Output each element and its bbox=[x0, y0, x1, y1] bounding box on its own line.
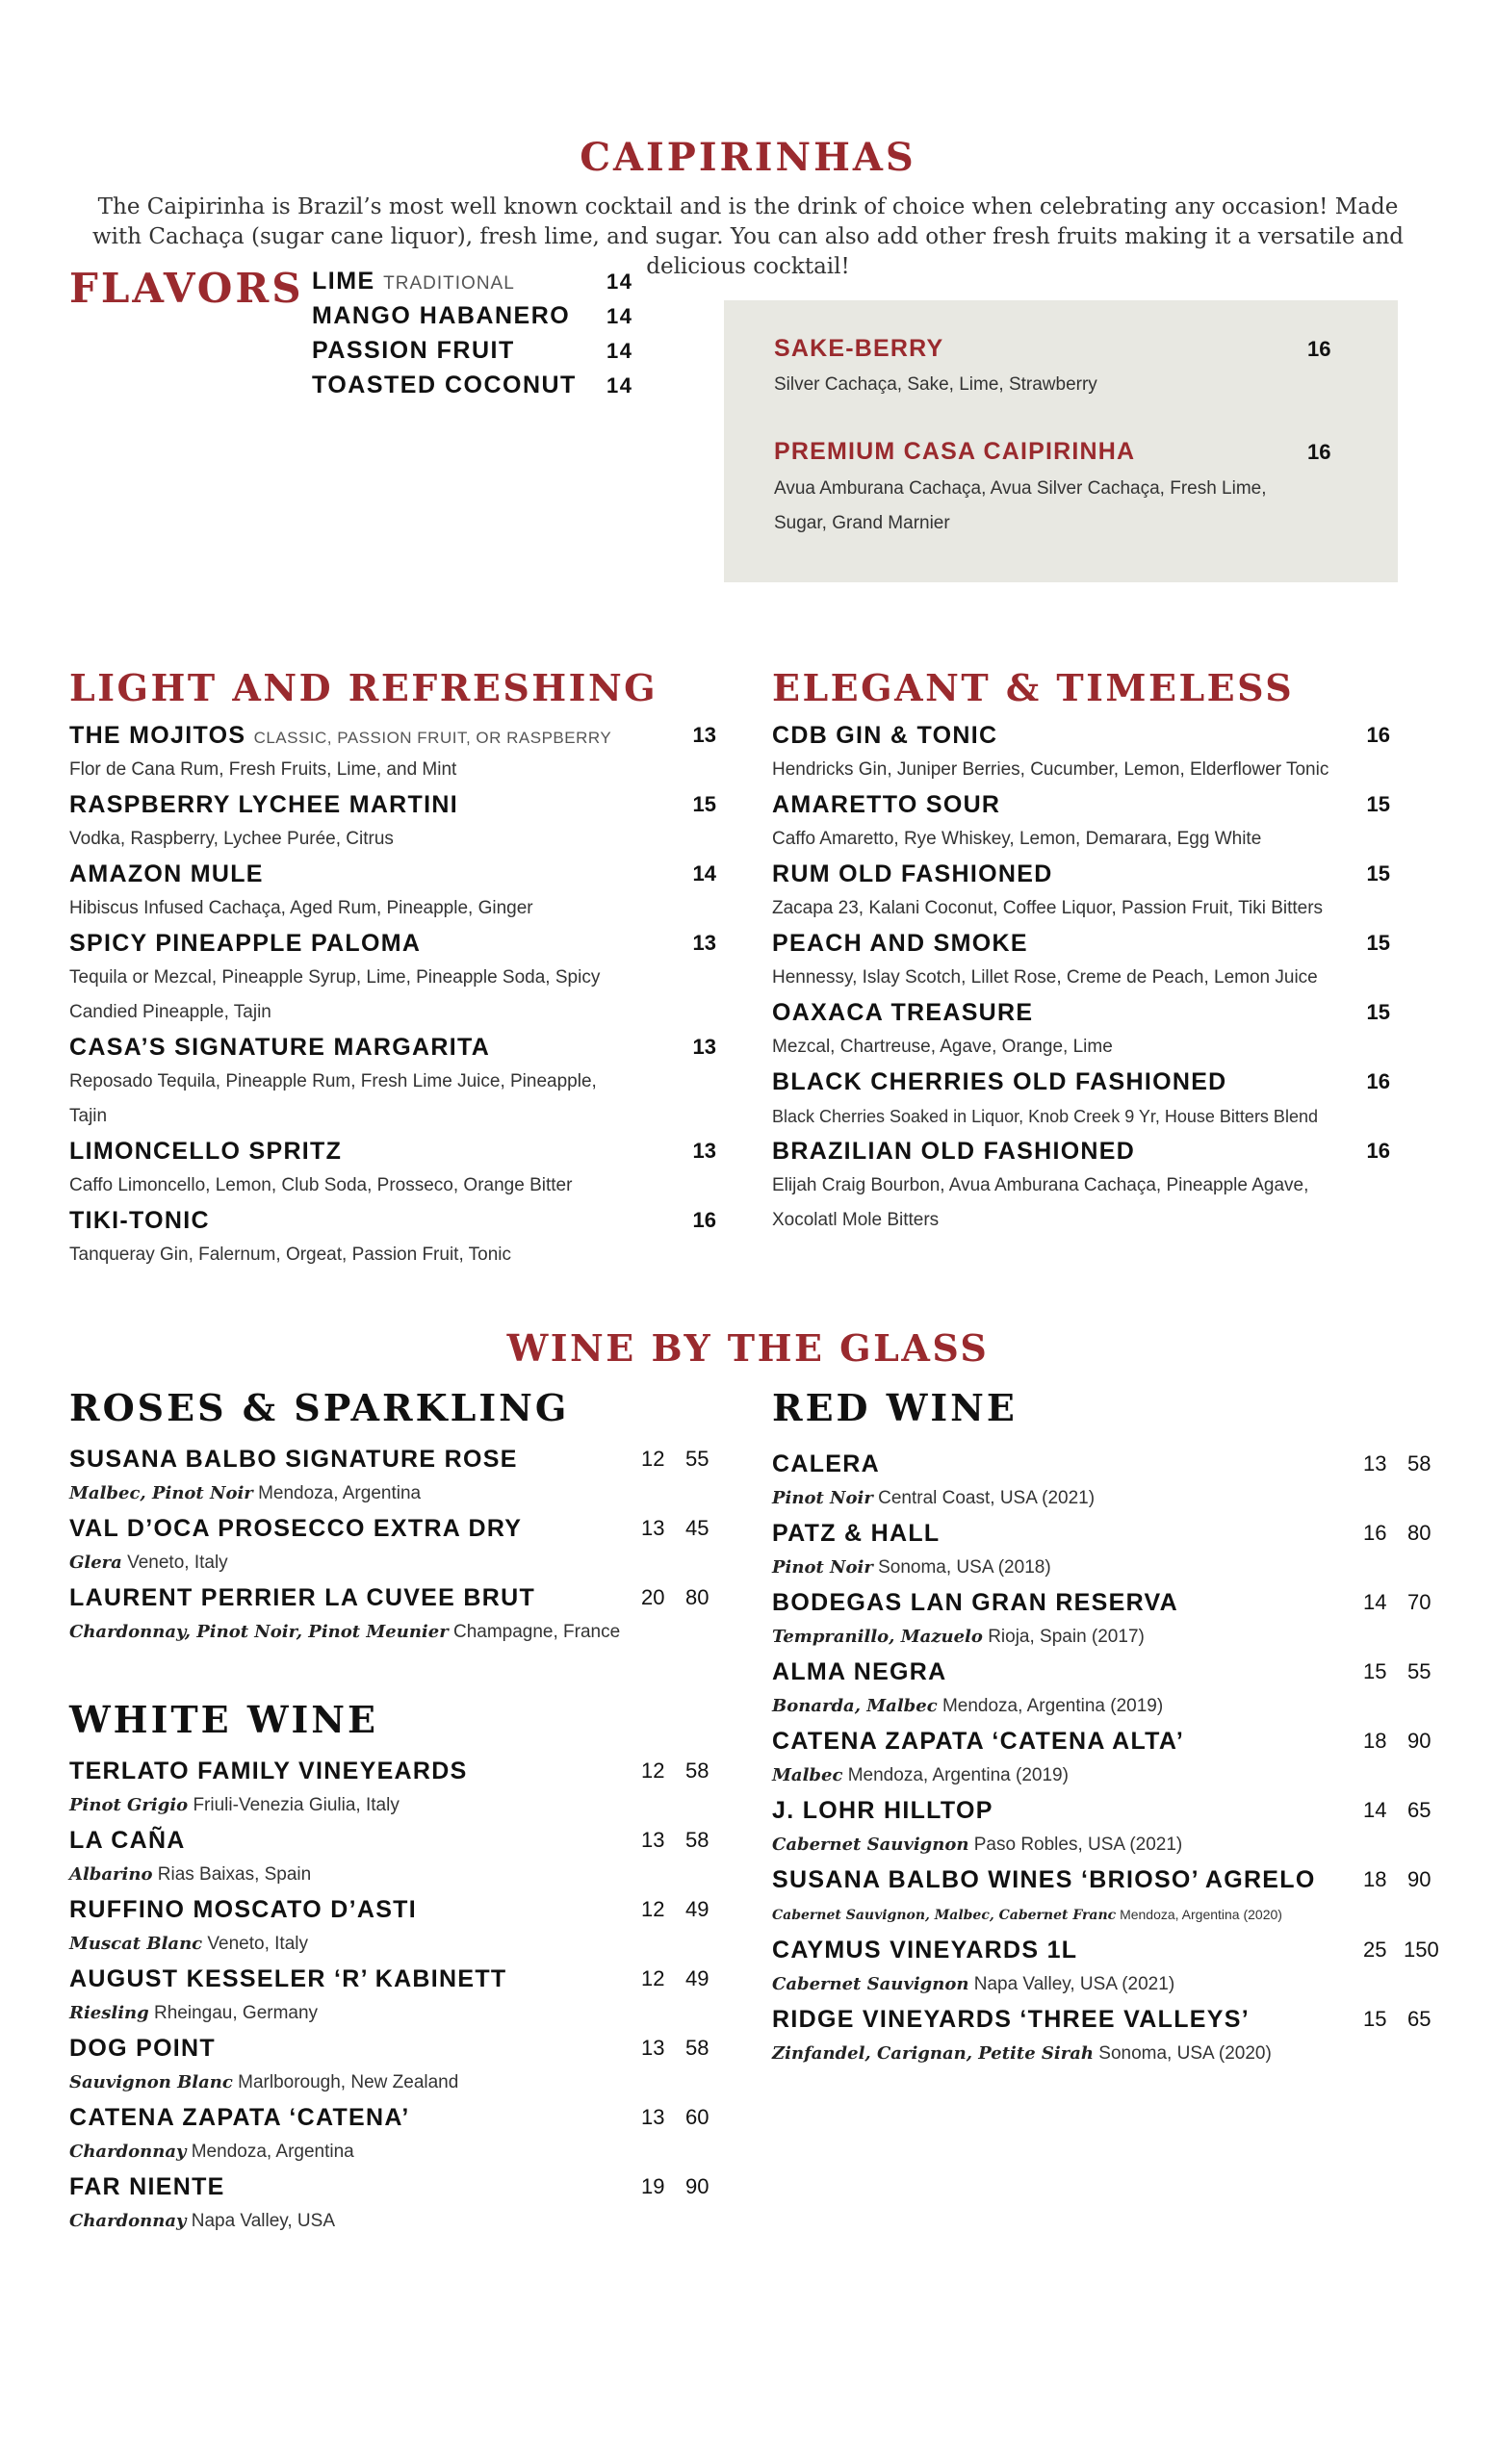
wine-glass-price: 18 bbox=[1363, 1867, 1387, 1891]
wine-name: VAL D’OCA PROSECCO EXTRA DRY bbox=[69, 1515, 523, 1542]
wine-bottle-price: 150 bbox=[1404, 1938, 1439, 1962]
wine-glass-price: 12 bbox=[641, 1447, 665, 1471]
list-item bbox=[772, 1065, 1390, 1134]
red-wine-list bbox=[772, 1447, 1446, 2071]
wine-item bbox=[69, 1442, 724, 1511]
elegant-timeless-title: ELEGANT & TIMELESS bbox=[772, 666, 1295, 709]
wine-grape: Tempranillo, Mazuelo bbox=[772, 1627, 983, 1647]
item-name: OAXACA TREASURE bbox=[772, 999, 1034, 1026]
wine-bottle-price: 90 bbox=[1407, 1729, 1432, 1753]
light-refreshing-title: LIGHT AND REFRESHING bbox=[69, 666, 658, 709]
special-price: 16 bbox=[1307, 440, 1331, 464]
item-desc: Caffo Amaretto, Rye Whiskey, Lemon, Demarara, Egg White bbox=[772, 829, 1262, 849]
list-item bbox=[69, 857, 716, 926]
item-price: 13 bbox=[692, 1139, 716, 1163]
wine-bottle-price: 90 bbox=[1407, 1867, 1432, 1891]
wine-bottle-price: 65 bbox=[1407, 1798, 1432, 1822]
special-desc: Avua Amburana Cachaça, Avua Silver Cachaça, Fresh Lime, Sugar, Grand Marnier bbox=[774, 478, 1267, 533]
wine-bottle-price: 65 bbox=[1407, 2007, 1432, 2031]
wine-bottle-price: 58 bbox=[685, 2036, 709, 2060]
flavor-price: 14 bbox=[606, 339, 633, 363]
wine-name: RUFFINO MOSCATO D’ASTI bbox=[69, 1896, 417, 1923]
wine-bottle-price: 80 bbox=[1407, 1521, 1432, 1545]
wine-item bbox=[772, 1655, 1446, 1724]
red-wine-title: RED WINE bbox=[772, 1386, 1018, 1429]
wine-name: AUGUST KESSELER ‘R’ KABINETT bbox=[69, 1965, 507, 1992]
wine-item bbox=[772, 1516, 1446, 1585]
wine-name: CATENA ZAPATA ‘CATENA’ bbox=[69, 2104, 410, 2131]
wine-item bbox=[69, 1892, 724, 1962]
wine-item bbox=[772, 1585, 1446, 1655]
wine-grape: Chardonnay bbox=[69, 2142, 187, 2162]
wine-name: RIDGE VINEYARDS ‘THREE VALLEYS’ bbox=[772, 2006, 1250, 2033]
roses-sparkling-list bbox=[69, 1442, 724, 1650]
wine-name: SUSANA BALBO WINES ‘BRIOSO’ AGRELO bbox=[772, 1866, 1316, 1893]
wine-bottle-price: 49 bbox=[685, 1897, 709, 1921]
wine-grape: Glera bbox=[69, 1553, 122, 1573]
wine-origin: Sonoma, USA (2020) bbox=[1098, 2043, 1272, 2064]
wine-grape: Cabernet Sauvignon bbox=[772, 1835, 969, 1855]
wine-origin: Central Coast, USA (2021) bbox=[878, 1488, 1096, 1508]
list-item bbox=[772, 1134, 1390, 1238]
wine-item bbox=[772, 1933, 1446, 2002]
wine-glass-price: 12 bbox=[641, 1966, 665, 1990]
wine-item bbox=[69, 2100, 724, 2169]
wine-grape: Riesling bbox=[69, 2003, 149, 2023]
wine-glass-price: 12 bbox=[641, 1897, 665, 1921]
item-price: 13 bbox=[692, 723, 716, 747]
wine-name: FAR NIENTE bbox=[69, 2173, 225, 2200]
wine-bottle-price: 58 bbox=[685, 1828, 709, 1852]
list-item bbox=[772, 787, 1390, 857]
wine-origin: Rioja, Spain (2017) bbox=[988, 1627, 1145, 1647]
wine-grape: Bonarda, Malbec bbox=[772, 1696, 938, 1716]
wine-bottle-price: 70 bbox=[1407, 1590, 1432, 1614]
item-name: CDB GIN & TONIC bbox=[772, 722, 998, 749]
elegant-timeless-list bbox=[772, 718, 1390, 1238]
wine-origin: Napa Valley, USA (2021) bbox=[973, 1974, 1175, 1994]
flavor-price: 14 bbox=[606, 304, 633, 328]
wine-item bbox=[772, 1724, 1446, 1793]
wine-glass-price: 12 bbox=[641, 1758, 665, 1783]
item-desc: Hennessy, Islay Scotch, Lillet Rose, Creme de Peach, Lemon Juice bbox=[772, 967, 1318, 988]
wine-glass-price: 15 bbox=[1363, 1659, 1387, 1683]
wine-item bbox=[772, 1447, 1446, 1516]
wine-origin: Napa Valley, USA bbox=[191, 2211, 335, 2231]
list-item bbox=[772, 718, 1390, 787]
item-name: CASA’S SIGNATURE MARGARITA bbox=[69, 1034, 491, 1061]
wine-glass-price: 13 bbox=[641, 1516, 665, 1540]
wine-grape: Malbec bbox=[772, 1765, 843, 1785]
wine-origin: Mendoza, Argentina bbox=[191, 2142, 354, 2162]
wine-origin: Veneto, Italy bbox=[207, 1934, 308, 1954]
wine-origin: Rias Baixas, Spain bbox=[157, 1864, 312, 1885]
item-price: 13 bbox=[692, 1035, 716, 1059]
item-price: 15 bbox=[692, 792, 716, 816]
special-name: PREMIUM CASA CAIPIRINHA bbox=[774, 438, 1136, 465]
wine-grape: Pinot Grigio bbox=[69, 1795, 189, 1815]
item-name: TIKI-TONIC bbox=[69, 1207, 210, 1234]
flavor-note: TRADITIONAL bbox=[383, 273, 515, 294]
item-name: RUM OLD FASHIONED bbox=[772, 860, 1053, 887]
item-name: BLACK CHERRIES OLD FASHIONED bbox=[772, 1068, 1227, 1095]
wine-origin: Paso Robles, USA (2021) bbox=[973, 1835, 1183, 1855]
white-wine-list bbox=[69, 1754, 724, 2239]
caipirinhas-title: CAIPIRINHAS bbox=[580, 135, 916, 180]
list-item bbox=[69, 718, 716, 787]
item-price: 15 bbox=[1366, 792, 1390, 816]
wine-title: WINE BY THE GLASS bbox=[506, 1326, 990, 1370]
wine-origin: Rheingau, Germany bbox=[154, 2003, 319, 2023]
wine-grape: Cabernet Sauvignon bbox=[772, 1974, 969, 1994]
wine-glass-price: 18 bbox=[1363, 1729, 1387, 1753]
wine-name: PATZ & HALL bbox=[772, 1520, 941, 1547]
item-price: 15 bbox=[1366, 1000, 1390, 1024]
item-desc: Tequila or Mezcal, Pineapple Syrup, Lime, Pineapple Soda, Spicy Candied Pineapple, Tajin bbox=[69, 967, 601, 1022]
item-desc: Caffo Limoncello, Lemon, Club Soda, Prosseco, Orange Bitter bbox=[69, 1175, 573, 1195]
item-name: AMARETTO SOUR bbox=[772, 791, 1001, 818]
item-desc: Tanqueray Gin, Falernum, Orgeat, Passion Fruit, Tonic bbox=[69, 1245, 512, 1265]
item-price: 16 bbox=[1366, 723, 1390, 747]
wine-grape: Albarino bbox=[69, 1864, 153, 1885]
item-desc: Elijah Craig Bourbon, Avua Amburana Cachaça, Pineapple Agave, Xocolatl Mole Bitters bbox=[772, 1175, 1309, 1230]
wine-name: LA CAÑA bbox=[69, 1827, 186, 1854]
list-item bbox=[69, 1203, 716, 1272]
wine-bottle-price: 58 bbox=[685, 1758, 709, 1783]
wine-origin: Marlborough, New Zealand bbox=[238, 2072, 459, 2092]
item-name: PEACH AND SMOKE bbox=[772, 930, 1028, 957]
item-name: AMAZON MULE bbox=[69, 860, 264, 887]
wine-name: CAYMUS VINEYARDS 1L bbox=[772, 1937, 1078, 1964]
flavor-name: PASSION FRUIT bbox=[312, 337, 515, 364]
special-price: 16 bbox=[1307, 337, 1331, 361]
wine-name: LAURENT PERRIER LA CUVEE BRUT bbox=[69, 1584, 536, 1611]
wine-name: BODEGAS LAN GRAN RESERVA bbox=[772, 1589, 1178, 1616]
wine-grape: Muscat Blanc bbox=[69, 1934, 203, 1954]
flavor-item bbox=[312, 372, 639, 406]
roses-sparkling-title: ROSES & SPARKLING bbox=[69, 1386, 570, 1429]
wine-name: TERLATO FAMILY VINEYEARDS bbox=[69, 1758, 468, 1784]
wine-origin: Veneto, Italy bbox=[127, 1553, 228, 1573]
item-price: 14 bbox=[692, 861, 716, 886]
flavor-name: LIME bbox=[312, 268, 375, 295]
wine-bottle-price: 80 bbox=[685, 1585, 709, 1609]
wine-bottle-price: 55 bbox=[1407, 1659, 1432, 1683]
light-refreshing-list bbox=[69, 718, 716, 1272]
item-price: 15 bbox=[1366, 861, 1390, 886]
item-desc: Flor de Cana Rum, Fresh Fruits, Lime, and Mint bbox=[69, 759, 457, 780]
wine-item bbox=[69, 2169, 724, 2239]
item-name: LIMONCELLO SPRITZ bbox=[69, 1138, 343, 1165]
wine-glass-price: 13 bbox=[641, 2105, 665, 2129]
wine-origin: Champagne, France bbox=[452, 1622, 621, 1642]
wine-name: J. LOHR HILLTOP bbox=[772, 1797, 993, 1824]
wine-grape: Sauvignon Blanc bbox=[69, 2072, 233, 2092]
wine-bottle-price: 90 bbox=[685, 2174, 709, 2198]
flavor-name: TOASTED COCONUT bbox=[312, 372, 577, 398]
item-name: RASPBERRY LYCHEE MARTINI bbox=[69, 791, 458, 818]
list-item bbox=[69, 926, 716, 1030]
wine-glass-price: 14 bbox=[1363, 1798, 1387, 1822]
wine-glass-price: 20 bbox=[641, 1585, 665, 1609]
item-desc: Hendricks Gin, Juniper Berries, Cucumber, Lemon, Elderflower Tonic bbox=[772, 759, 1329, 780]
wine-item bbox=[69, 1511, 724, 1580]
wine-name: CATENA ZAPATA ‘CATENA ALTA’ bbox=[772, 1728, 1185, 1755]
flavors-title: FLAVORS bbox=[69, 265, 304, 312]
item-name: THE MOJITOS bbox=[69, 722, 246, 749]
list-item bbox=[69, 1134, 716, 1203]
wine-origin: Sonoma, USA (2018) bbox=[878, 1557, 1051, 1578]
list-item bbox=[772, 857, 1390, 926]
item-name: SPICY PINEAPPLE PALOMA bbox=[69, 930, 422, 957]
item-note: CLASSIC, PASSION FRUIT, OR RASPBERRY bbox=[253, 729, 612, 747]
wine-glass-price: 25 bbox=[1363, 1938, 1387, 1962]
wine-grape: Cabernet Sauvignon, Malbec, Cabernet Franc bbox=[772, 1908, 1117, 1923]
wine-item bbox=[69, 1823, 724, 1892]
wine-item bbox=[69, 1754, 724, 1823]
flavor-item bbox=[312, 268, 639, 302]
flavor-item bbox=[312, 302, 639, 337]
wine-grape: Malbec, Pinot Noir bbox=[69, 1483, 253, 1503]
wine-grape: Chardonnay, Pinot Noir, Pinot Meunier bbox=[69, 1622, 449, 1642]
wine-glass-price: 14 bbox=[1363, 1590, 1387, 1614]
wine-origin: Mendoza, Argentina (2019) bbox=[847, 1765, 1069, 1785]
caipirinhas-description: The Caipirinha is Brazil’s most well known cocktail and is the drink of choice when celebrating any occasion! Made with Cachaça (sugar cane liquor), fresh lime, and sugar. You can also add other fresh fruits making it a versatile and delicious cocktail! bbox=[92, 194, 1404, 279]
item-price: 16 bbox=[1366, 1139, 1390, 1163]
list-item bbox=[69, 1030, 716, 1134]
wine-item bbox=[772, 2002, 1446, 2071]
wine-glass-price: 16 bbox=[1363, 1521, 1387, 1545]
wine-glass-price: 13 bbox=[641, 1828, 665, 1852]
specials-box bbox=[724, 300, 1398, 582]
item-price: 15 bbox=[1366, 931, 1390, 955]
wine-item bbox=[69, 1580, 724, 1650]
wine-name: SUSANA BALBO SIGNATURE ROSE bbox=[69, 1446, 518, 1473]
wine-grape: Chardonnay bbox=[69, 2211, 187, 2231]
item-price: 13 bbox=[692, 931, 716, 955]
item-desc: Hibiscus Infused Cachaça, Aged Rum, Pineapple, Ginger bbox=[69, 898, 533, 918]
item-price: 16 bbox=[692, 1208, 716, 1232]
wine-glass-price: 15 bbox=[1363, 2007, 1387, 2031]
wine-item bbox=[772, 1793, 1446, 1862]
item-desc: Reposado Tequila, Pineapple Rum, Fresh Lime Juice, Pineapple, Tajin bbox=[69, 1071, 597, 1126]
wine-item bbox=[69, 1962, 724, 2031]
wine-origin: Mendoza, Argentina (2019) bbox=[941, 1696, 1164, 1716]
white-wine-title: WHITE WINE bbox=[69, 1698, 378, 1741]
wine-name: DOG POINT bbox=[69, 2035, 216, 2062]
item-desc: Vodka, Raspberry, Lychee Purée, Citrus bbox=[69, 829, 394, 849]
flavor-item bbox=[312, 337, 639, 372]
wine-grape: Pinot Noir bbox=[772, 1557, 873, 1578]
wine-origin: Friuli-Venezia Giulia, Italy bbox=[193, 1795, 400, 1815]
flavor-name: MANGO HABANERO bbox=[312, 302, 571, 329]
wine-name: CALERA bbox=[772, 1450, 880, 1477]
wine-bottle-price: 49 bbox=[685, 1966, 709, 1990]
flavor-price: 14 bbox=[606, 373, 633, 398]
flavor-price: 14 bbox=[606, 270, 633, 294]
wine-item bbox=[69, 2031, 724, 2100]
wine-name: ALMA NEGRA bbox=[772, 1658, 947, 1685]
wine-grape: Pinot Noir bbox=[772, 1488, 873, 1508]
list-item bbox=[772, 995, 1390, 1065]
wine-item bbox=[772, 1862, 1446, 1933]
list-item bbox=[69, 787, 716, 857]
special-name: SAKE-BERRY bbox=[774, 335, 944, 362]
item-name: BRAZILIAN OLD FASHIONED bbox=[772, 1138, 1136, 1165]
wine-glass-price: 19 bbox=[641, 2174, 665, 2198]
wine-glass-price: 13 bbox=[641, 2036, 665, 2060]
wine-glass-price: 13 bbox=[1363, 1451, 1387, 1476]
item-desc: Mezcal, Chartreuse, Agave, Orange, Lime bbox=[772, 1037, 1113, 1057]
item-desc: Zacapa 23, Kalani Coconut, Coffee Liquor, Passion Fruit, Tiki Bitters bbox=[772, 898, 1324, 918]
wine-bottle-price: 45 bbox=[685, 1516, 709, 1540]
item-price: 16 bbox=[1366, 1069, 1390, 1093]
wine-origin: Mendoza, Argentina bbox=[258, 1483, 422, 1503]
wine-bottle-price: 60 bbox=[685, 2105, 709, 2129]
wine-grape: Zinfandel, Carignan, Petite Sirah bbox=[772, 2043, 1094, 2064]
wine-bottle-price: 58 bbox=[1407, 1451, 1432, 1476]
wine-origin: Mendoza, Argentina (2020) bbox=[1120, 1907, 1282, 1922]
item-desc: Black Cherries Soaked in Liquor, Knob Creek 9 Yr, House Bitters Blend bbox=[772, 1107, 1318, 1126]
wine-bottle-price: 55 bbox=[685, 1447, 709, 1471]
special-desc: Silver Cachaça, Sake, Lime, Strawberry bbox=[774, 374, 1097, 395]
list-item bbox=[772, 926, 1390, 995]
